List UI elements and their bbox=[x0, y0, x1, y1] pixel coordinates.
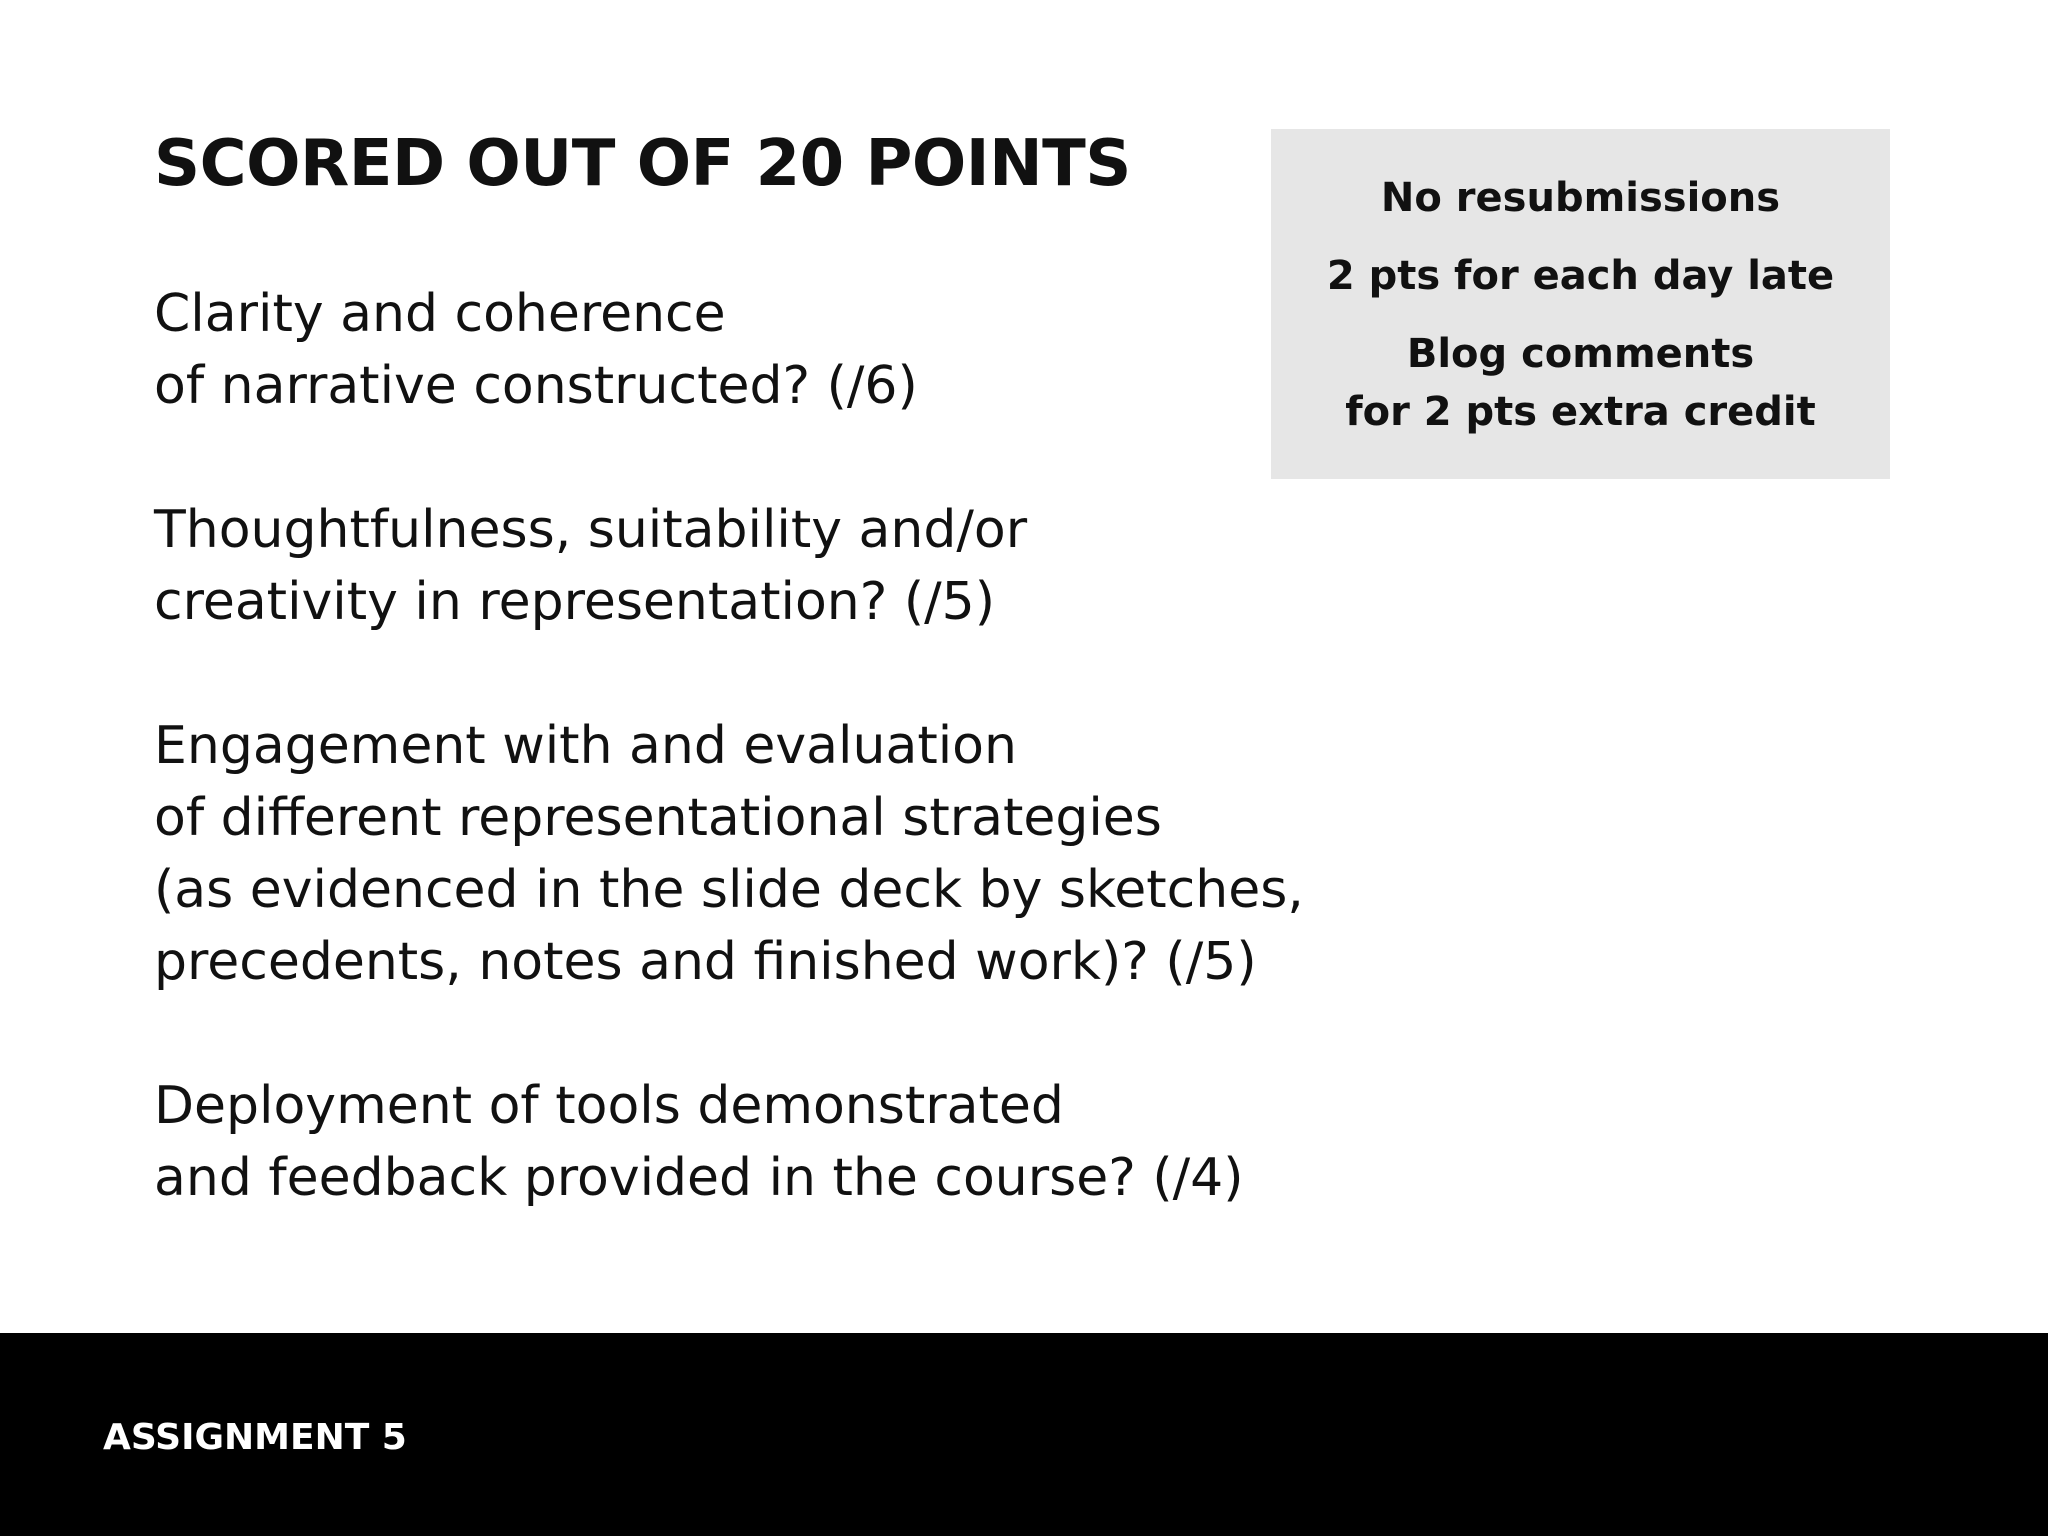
note-no-resubmissions bbox=[1271, 169, 1890, 227]
criterion-clarity bbox=[154, 278, 1354, 422]
criterion-deployment bbox=[154, 1070, 1354, 1214]
criterion-line: and feedback provided in the course? (/4) bbox=[154, 1148, 1244, 1208]
note-line: Blog comments bbox=[1406, 331, 1755, 377]
criterion-line: creativity in representation? (/5) bbox=[154, 572, 996, 632]
note-late-penalty bbox=[1271, 247, 1890, 305]
note-extra-credit bbox=[1271, 325, 1890, 441]
scoring-criteria-list bbox=[154, 278, 1354, 1286]
note-line: 2 pts for each day late bbox=[1326, 253, 1835, 299]
note-line: for 2 pts extra credit bbox=[1345, 389, 1816, 435]
slide-title: SCORED OUT OF 20 POINTS bbox=[154, 127, 1131, 201]
criterion-line: of narrative constructed? (/6) bbox=[154, 356, 918, 416]
criterion-thoughtfulness bbox=[154, 494, 1354, 638]
policy-note-box bbox=[1271, 129, 1890, 479]
criterion-line: (as evidenced in the slide deck by sketches, bbox=[154, 860, 1304, 920]
criterion-line: Clarity and coherence bbox=[154, 284, 726, 344]
note-line: No resubmissions bbox=[1380, 175, 1781, 221]
criterion-engagement bbox=[154, 710, 1354, 998]
criterion-line: precedents, notes and finished work)? (/5) bbox=[154, 932, 1257, 992]
criterion-line: Engagement with and evaluation bbox=[154, 716, 1017, 776]
criterion-line: of different representational strategies bbox=[154, 788, 1162, 848]
criterion-line: Thoughtfulness, suitability and/or bbox=[154, 500, 1028, 560]
footer-assignment-label: ASSIGNMENT 5 bbox=[103, 1417, 407, 1458]
criterion-line: Deployment of tools demonstrated bbox=[154, 1076, 1064, 1136]
